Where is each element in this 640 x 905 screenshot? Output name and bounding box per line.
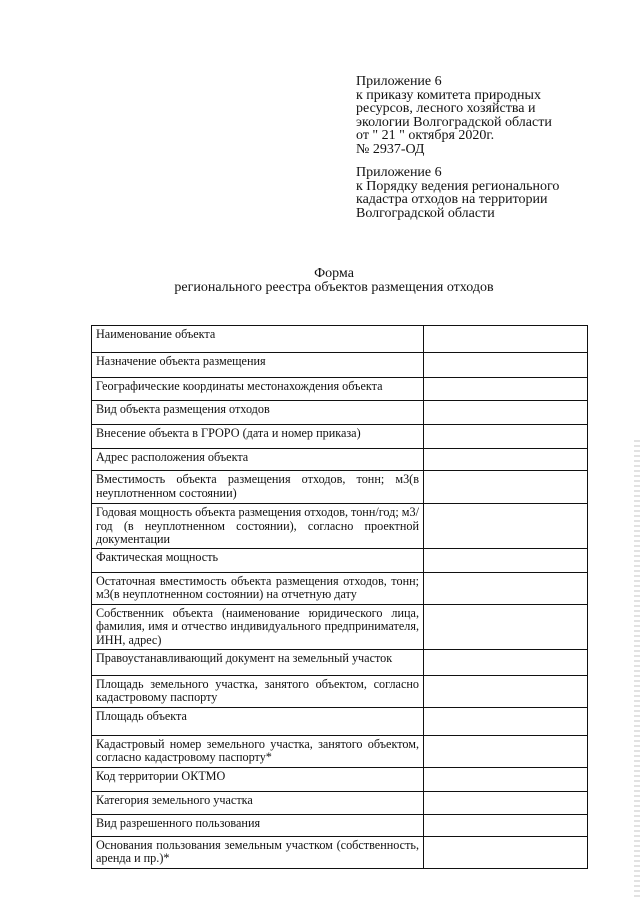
appendix-order-number: № 2937-ОД (356, 141, 425, 157)
row-value (424, 675, 588, 707)
table-row (92, 425, 588, 449)
form-title: Форма (314, 266, 354, 281)
row-value (424, 649, 588, 675)
appendix-procedure-line: кадастра отходов на территории (356, 192, 548, 208)
table-row (92, 649, 588, 675)
row-value (424, 604, 588, 649)
row-label: Площадь земельного участка, занятого объектом, согласно кадастровому паспорту (92, 675, 424, 707)
row-value (424, 353, 588, 378)
row-label: Адрес расположения объекта (92, 449, 424, 471)
table-row (92, 548, 588, 572)
row-label: Правоустанавливающий документ на земельный участок (92, 649, 424, 675)
appendix-procedure-line: к Порядку ведения регионального (356, 178, 560, 194)
row-label: Кадастровый номер земельного участка, занятого объектом, согласно кадастровому паспорту* (92, 735, 424, 767)
row-label: Вид объекта размещения отходов (92, 401, 424, 425)
row-value (424, 572, 588, 604)
row-value (424, 548, 588, 572)
row-label: Собственник объекта (наименование юридического лица, фамилия, имя и отчество индивидуального предпринимателя, ИНН, адрес) (92, 604, 424, 649)
table-row (92, 767, 588, 791)
table-row (92, 707, 588, 735)
table-row (92, 378, 588, 401)
table-row (92, 401, 588, 425)
appendix-procedure-line: Волгоградской области (356, 205, 495, 221)
table-row (92, 735, 588, 767)
row-label: Категория земельного участка (92, 791, 424, 814)
table-row (92, 471, 588, 504)
form-subtitle: регионального реестра объектов размещения отходов (174, 280, 494, 295)
scan-edge-mark (634, 440, 640, 900)
row-value (424, 767, 588, 791)
table-row (92, 572, 588, 604)
appendix-order-header (356, 75, 626, 157)
row-label: Вид разрешенного пользования (92, 814, 424, 836)
row-label: Вместимость объекта размещения отходов, тонн; м3(в неуплотненном состоянии) (92, 471, 424, 504)
row-value (424, 471, 588, 504)
row-label: Наименование объекта (92, 326, 424, 353)
row-label: Фактическая мощность (92, 548, 424, 572)
table-row (92, 791, 588, 814)
row-label: Годовая мощность объекта размещения отходов, тонн/год; м3/год (в неуплотненном состоянии), согласно проектной документации (92, 504, 424, 549)
row-value (424, 735, 588, 767)
row-label: Площадь объекта (92, 707, 424, 735)
appendix-procedure-line: Приложение 6 (356, 165, 442, 180)
row-value (424, 836, 588, 868)
row-value (424, 707, 588, 735)
row-value (424, 425, 588, 449)
table-row (92, 675, 588, 707)
registry-table (91, 325, 588, 869)
table-row (92, 326, 588, 353)
table-row (92, 504, 588, 549)
appendix-order-line: Приложение 6 (356, 74, 442, 89)
row-label: Внесение объекта в ГРОРО (дата и номер приказа) (92, 425, 424, 449)
table-row (92, 836, 588, 868)
table-row (92, 604, 588, 649)
appendix-order-date: от " 21 " октября 2020г. (356, 128, 495, 144)
row-label: Назначение объекта размещения (92, 353, 424, 378)
row-value (424, 401, 588, 425)
row-value (424, 378, 588, 401)
row-value (424, 449, 588, 471)
appendix-order-line: ресурсов, лесного хозяйства и (356, 101, 536, 117)
row-value (424, 326, 588, 353)
row-label: Остаточная вместимость объекта размещения отходов, тонн; м3(в неуплотненном состоянии) на отчетную дату (92, 572, 424, 604)
row-value (424, 814, 588, 836)
row-label: Основания пользования земельным участком (собственность, аренда и пр.)* (92, 836, 424, 868)
row-label: Географические координаты местонахождения объекта (92, 378, 424, 401)
appendix-procedure-header (356, 166, 626, 220)
appendix-order-line: к приказу комитета природных (356, 87, 541, 103)
row-value (424, 791, 588, 814)
table-row (92, 814, 588, 836)
table-row (92, 449, 588, 471)
table-row (92, 353, 588, 378)
row-value (424, 504, 588, 549)
appendix-order-line: экологии Волгоградской области (356, 114, 552, 130)
row-label: Код территории ОКТМО (92, 767, 424, 791)
